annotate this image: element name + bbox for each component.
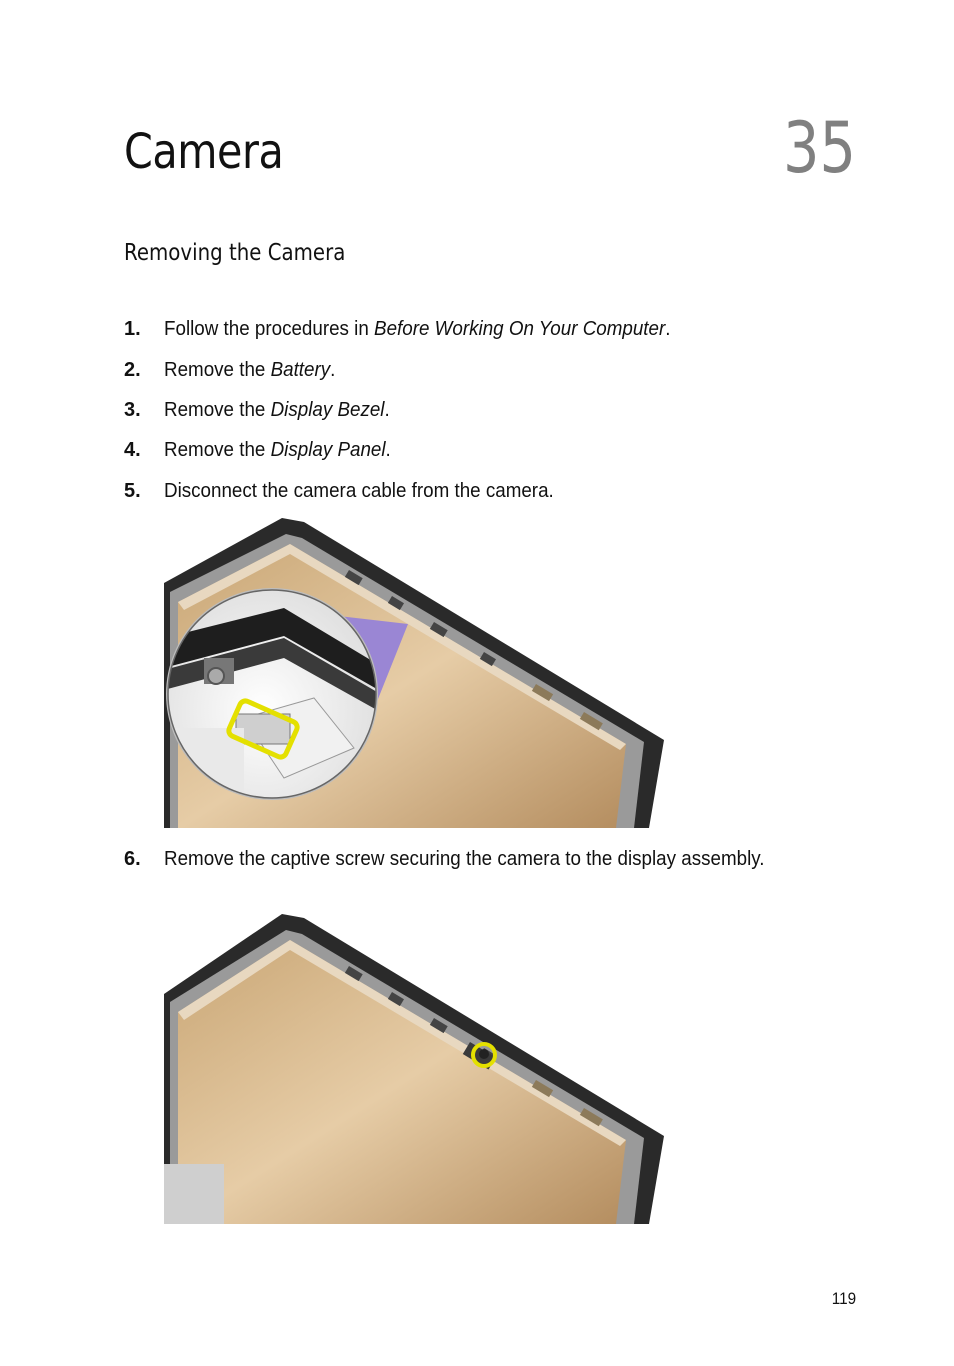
step-text-pre: Remove the xyxy=(164,439,271,461)
step-text-pre: Remove the xyxy=(164,359,271,381)
step-text xyxy=(164,314,670,344)
step-text-post: . xyxy=(385,439,391,461)
step-text-post: . xyxy=(330,359,336,381)
page-number: 119 xyxy=(831,1289,856,1308)
section-title: Removing the Camera xyxy=(124,240,346,266)
chapter-title: Camera xyxy=(124,124,284,180)
step-4 xyxy=(124,435,884,465)
step-number: 3. xyxy=(124,399,141,421)
step-2 xyxy=(124,355,884,385)
step-number: 5. xyxy=(124,480,141,502)
step-link-battery[interactable]: Battery xyxy=(270,359,331,381)
chapter-number: 35 xyxy=(782,107,856,189)
step-number: 6. xyxy=(124,848,141,870)
step-text-post: . xyxy=(665,318,671,340)
step-text-pre: Remove the xyxy=(164,399,271,421)
step-link-before-working[interactable]: Before Working On Your Computer xyxy=(374,318,666,340)
step-6 xyxy=(124,844,884,874)
step-link-display-panel[interactable]: Display Panel xyxy=(270,439,386,461)
figure-camera-cable xyxy=(164,518,664,828)
step-link-display-bezel[interactable]: Display Bezel xyxy=(270,399,385,421)
step-text xyxy=(164,435,391,465)
camera-cable-illustration xyxy=(164,518,664,828)
step-text-post: . xyxy=(384,399,390,421)
step-number: 4. xyxy=(124,439,141,461)
step-text: Disconnect the camera cable from the camera. xyxy=(164,480,554,502)
step-text xyxy=(164,395,390,425)
step-3 xyxy=(124,395,884,425)
figure-captive-screw xyxy=(164,914,664,1224)
captive-screw-illustration xyxy=(164,914,664,1224)
step-text-pre: Follow the procedures in xyxy=(164,318,375,340)
step-number: 1. xyxy=(124,318,141,340)
step-1 xyxy=(124,314,884,344)
step-number: 2. xyxy=(124,359,141,381)
step-text: Remove the captive screw securing the camera to the display assembly. xyxy=(164,848,765,870)
step-5 xyxy=(124,476,884,506)
step-text xyxy=(164,355,335,385)
